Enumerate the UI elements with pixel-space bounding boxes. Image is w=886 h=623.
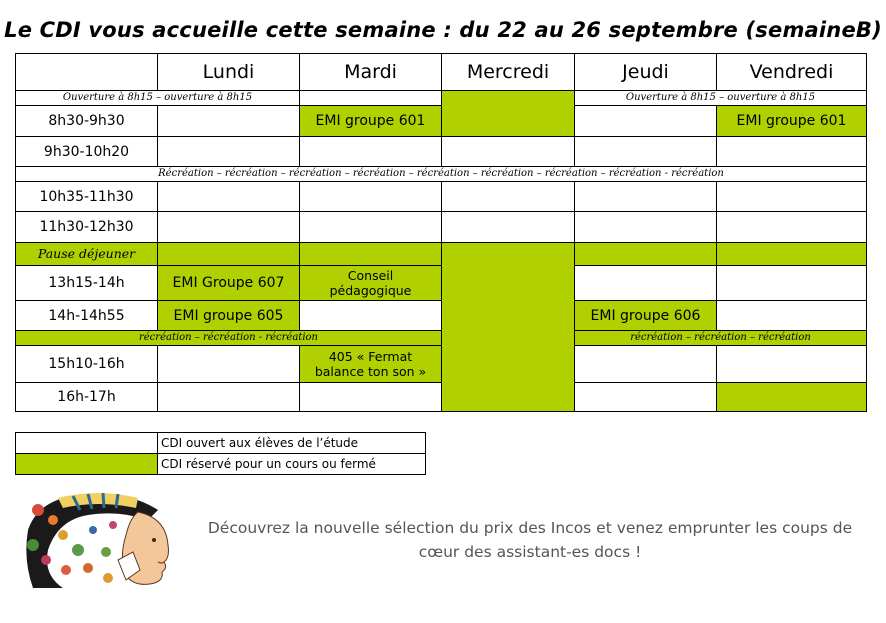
cell-mardi-s6 (300, 301, 442, 331)
cell-lundi-s4 (158, 212, 300, 243)
cell-vendredi-s7 (717, 346, 867, 383)
day-header-mercredi: Mercredi (442, 54, 575, 91)
cell-mercredi-morning-closed (442, 91, 575, 137)
schedule-table (15, 53, 867, 412)
event-vendredi-s1: EMI groupe 601 (717, 106, 867, 137)
event-mardi-s5 (300, 266, 442, 301)
day-header-mardi: Mardi (300, 54, 442, 91)
cell-jeudi-s5 (575, 266, 717, 301)
cell-mardi-s4 (300, 212, 442, 243)
day-header-jeudi: Jeudi (575, 54, 717, 91)
cell-vendredi-s3 (717, 182, 867, 212)
event-line: pédagogique (329, 283, 412, 298)
event-line: 405 « Fermat (328, 349, 413, 364)
cell-jeudi-pause (575, 243, 717, 266)
event-mardi-s7 (300, 346, 442, 383)
woman-with-flowers-illustration (18, 490, 184, 590)
cell-mardi-s3 (300, 182, 442, 212)
cell-jeudi-s3 (575, 182, 717, 212)
slot-label: 15h10-16h (16, 346, 158, 383)
day-header-lundi: Lundi (158, 54, 300, 91)
event-mardi-s1: EMI groupe 601 (300, 106, 442, 137)
slot-label: 13h15-14h (16, 266, 158, 301)
cell-vendredi-s8-closed (717, 383, 867, 412)
cell-lundi-s7 (158, 346, 300, 383)
cell-jeudi-s4 (575, 212, 717, 243)
cell-mardi-s8 (300, 383, 442, 412)
corner-cell (16, 54, 158, 91)
cell-mercredi-s2 (442, 137, 575, 167)
cell-lundi-s1 (158, 106, 300, 137)
recreation-note-morning: Récréation – récréation – récréation – récréation – récréation – récréation – récréation – récréation - récréation (16, 167, 867, 182)
cell-vendredi-pause (717, 243, 867, 266)
cell-jeudi-s1 (575, 106, 717, 137)
cell-jeudi-s7 (575, 346, 717, 383)
cell-vendredi-s6 (717, 301, 867, 331)
cell-vendredi-s4 (717, 212, 867, 243)
promo-text (190, 516, 870, 564)
legend-table (15, 432, 426, 475)
cell-mardi-s2 (300, 137, 442, 167)
slot-label: 10h35-11h30 (16, 182, 158, 212)
promo-line: Découvrez la nouvelle sélection du prix des Incos et venez emprunter les coups de (207, 519, 853, 537)
slot-label: 11h30-12h30 (16, 212, 158, 243)
slot-label: 9h30-10h20 (16, 137, 158, 167)
slot-label: 16h-17h (16, 383, 158, 412)
cell-jeudi-s2 (575, 137, 717, 167)
day-header-vendredi: Vendredi (717, 54, 867, 91)
opening-note-right: Ouverture à 8h15 – ouverture à 8h15 (575, 91, 867, 106)
promo-line: cœur des assistant-es docs ! (418, 543, 642, 561)
cell-vendredi-s5 (717, 266, 867, 301)
cell-mercredi-s3 (442, 182, 575, 212)
cell-mercredi-afternoon-closed (442, 243, 575, 412)
cell-mercredi-s4 (442, 212, 575, 243)
cell-lundi-pause (158, 243, 300, 266)
recreation-note-afternoon-left: récréation – récréation - récréation (16, 331, 442, 346)
cell-lundi-s3 (158, 182, 300, 212)
lunch-break-label: Pause déjeuner (16, 243, 158, 266)
event-lundi-s5: EMI Groupe 607 (158, 266, 300, 301)
recreation-note-afternoon-right: récréation – récréation – récréation (575, 331, 867, 346)
page-title: Le CDI vous accueille cette semaine : du 22 au 26 septembre (semaineB) (4, 18, 882, 42)
cell-lundi-s2 (158, 137, 300, 167)
legend-label-open: CDI ouvert aux élèves de l’étude (158, 433, 426, 454)
event-line: Conseil (347, 268, 394, 283)
cell-mardi-pause (300, 243, 442, 266)
cell-vendredi-s2 (717, 137, 867, 167)
cell-mardi-opening (300, 91, 442, 106)
opening-note-left: Ouverture à 8h15 – ouverture à 8h15 (16, 91, 300, 106)
cell-lundi-s8 (158, 383, 300, 412)
slot-label: 8h30-9h30 (16, 106, 158, 137)
legend-label-reserved: CDI réservé pour un cours ou fermé (158, 454, 426, 475)
legend-swatch-reserved (16, 454, 158, 475)
cell-jeudi-s8 (575, 383, 717, 412)
event-jeudi-s6: EMI groupe 606 (575, 301, 717, 331)
event-lundi-s6: EMI groupe 605 (158, 301, 300, 331)
legend-swatch-open (16, 433, 158, 454)
slot-label: 14h-14h55 (16, 301, 158, 331)
event-line: balance ton son » (314, 364, 427, 379)
